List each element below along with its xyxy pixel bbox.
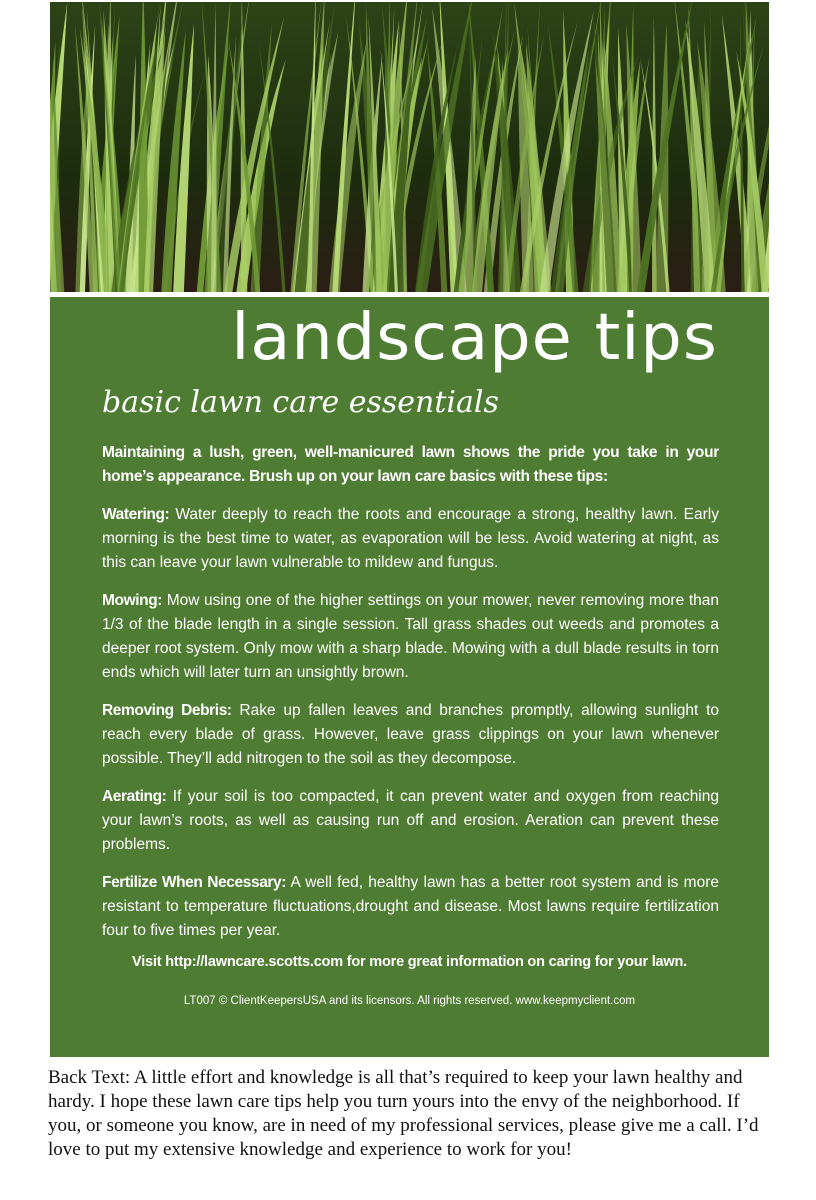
tip-watering <box>102 503 719 575</box>
tip-mowing <box>102 589 719 685</box>
tip-label: Removing Debris: <box>102 702 232 719</box>
tip-text: Mow using one of the higher settings on your mower, never removing more than 1/3 of the blade length in a single session. Tall grass shades out weeds and promotes a deeper root system. Only mow with a sharp blade. Mowing with a dull blade results in torn ends which will later turn an unsightly brown. <box>102 592 719 681</box>
copyright-notice: LT007 © ClientKeepersUSA and its licensors. All rights reserved. www.keepmyclient.com <box>183 995 636 1007</box>
back-text: Back Text: A little effort and knowledge is all that’s required to keep your lawn healthy and hardy. I hope these lawn care tips help you turn yours into the envy of the neighborhood. If you, or someone you know, are in need of my professional services, please give me a call. I’d love to put my extensive knowledge and experience to work for you! <box>48 1067 759 1160</box>
tip-text: A well fed, healthy lawn has a better root system and is more resistant to temperature fluctuations,drought and disease. Most lawns require fertilization four to five times per year. <box>102 874 719 939</box>
intro-paragraph: Maintaining a lush, green, well-manicured lawn shows the pride you take in your home’s appearance. Brush up on your lawn care basics with these tips: <box>102 444 719 485</box>
grass-photo <box>50 2 769 292</box>
tip-label: Aerating: <box>102 788 167 805</box>
visit-link-text: Visit http://lawncare.scotts.com for more great information on caring for your lawn. <box>132 954 687 970</box>
tip-text: Rake up fallen leaves and branches promptly, allowing sunlight to reach every blade of grass. However, leave grass clippings on your lawn whenever possible. They’ll add nitrogen to the soil as they decompose. <box>102 702 719 767</box>
tip-removing-debris <box>102 699 719 771</box>
tip-label: Mowing: <box>102 592 163 609</box>
tip-aerating <box>102 785 719 857</box>
tip-label: Watering: <box>102 506 170 523</box>
tip-label: Fertilize When Necessary: <box>102 874 287 891</box>
tip-fertilize <box>102 871 719 943</box>
subtitle: basic lawn care essentials <box>102 385 499 420</box>
tips-body <box>102 441 719 957</box>
page-title: landscape tips <box>231 301 718 375</box>
tip-text: If your soil is too compacted, it can prevent water and oxygen from reaching your lawn’s roots, as well as causing run off and erosion. Aeration can prevent these problems. <box>102 788 719 853</box>
tips-panel <box>50 297 769 1057</box>
tip-text: Water deeply to reach the roots and encourage a strong, healthy lawn. Early morning is the best time to water, as evaporation will be less. Avoid watering at night, as this can leave your lawn vulnerable to mildew and fungus. <box>102 506 719 571</box>
